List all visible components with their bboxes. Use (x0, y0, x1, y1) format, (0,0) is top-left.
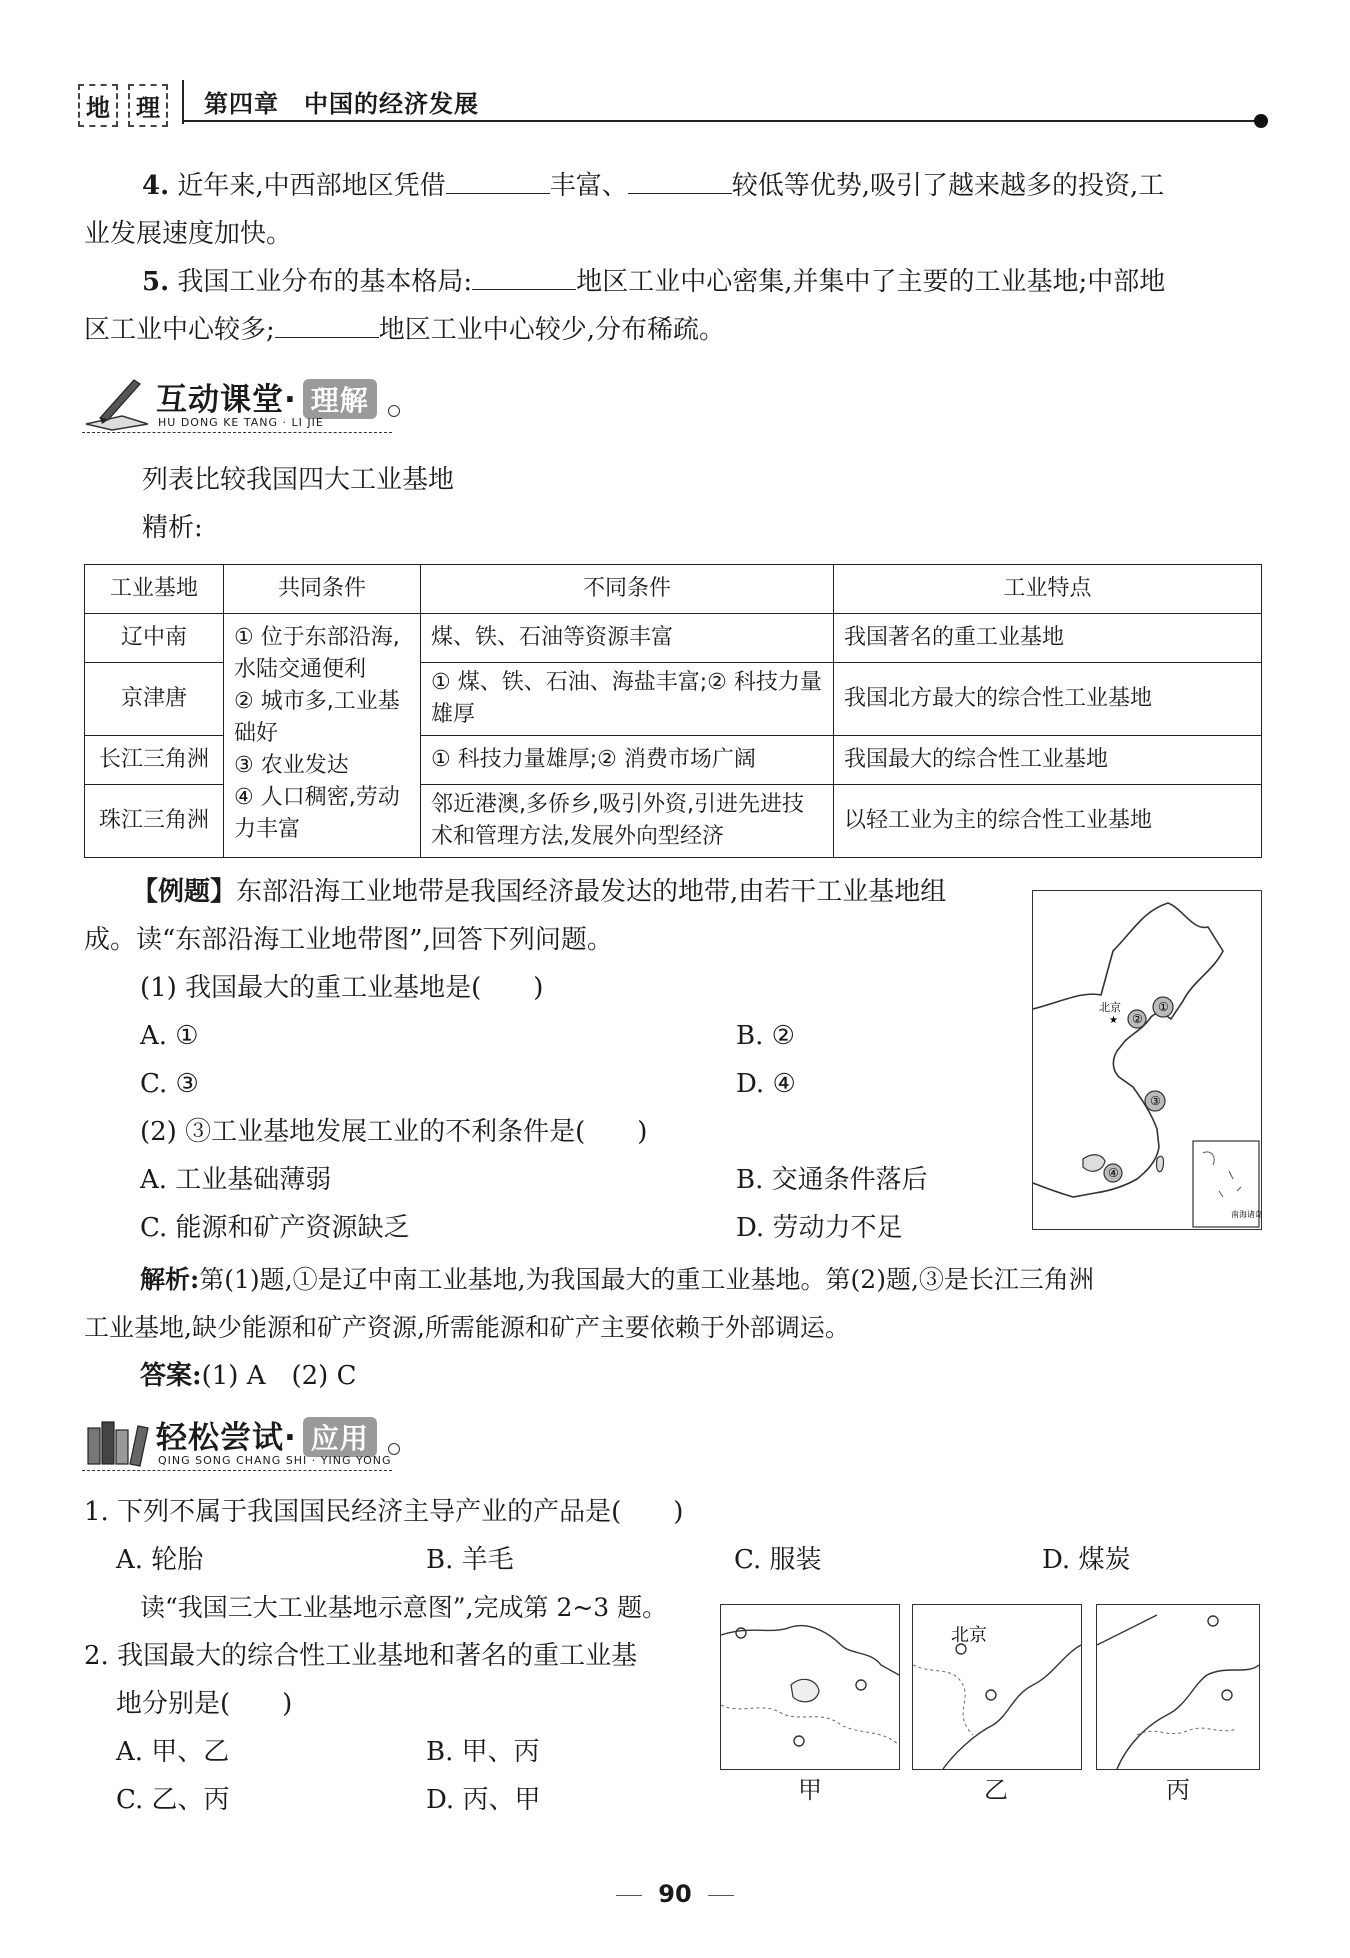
table-cell: 珠江三角洲 (85, 785, 224, 858)
east-coast-industrial-map (1032, 890, 1262, 1230)
option[interactable]: A. ① (140, 1021, 199, 1051)
inset-label: 南海诸岛 (1231, 1210, 1261, 1219)
question-4 (84, 162, 1264, 258)
table-header: 共同条件 (224, 565, 421, 614)
table-cell: 京津唐 (85, 663, 224, 736)
page-dash (708, 1895, 734, 1896)
common-condition: ② 城市多,工业基础好 (234, 689, 400, 746)
subject-char: 地 (78, 84, 118, 127)
question-5 (84, 258, 1264, 354)
option[interactable]: B. 甲、丙 (426, 1737, 540, 1767)
analysis-heading: 精析: (142, 513, 203, 543)
practice-q1: 1. 下列不属于我国国民经济主导产业的产品是( ) (84, 1497, 684, 1527)
example-text: 成。读“东部沿海工业地带图”,回答下列问题。 (84, 925, 613, 955)
option[interactable]: C. ③ (140, 1069, 199, 1099)
question-text: 地区工业中心密集,并集中了主要的工业基地;中部地 (576, 267, 1166, 297)
banner-circle (388, 1443, 400, 1455)
subject-label (78, 84, 168, 127)
question-text: 丰富、 (549, 171, 628, 201)
map-city-label: 北京 (951, 1625, 987, 1646)
map-marker-1: ① (1158, 1000, 1169, 1014)
pen-book-icon (82, 372, 152, 432)
option[interactable]: B. 交通条件落后 (736, 1165, 928, 1195)
section-title: 轻松尝试· 应用 (156, 1412, 377, 1457)
practice-q2 (84, 1632, 637, 1728)
answer-value: (1) A (2) C (201, 1361, 357, 1391)
subject-char: 理 (128, 84, 168, 127)
option[interactable]: D. ④ (736, 1069, 796, 1099)
section-tag: 理解 (303, 379, 377, 419)
map-bing (1096, 1604, 1260, 1770)
table-row (85, 614, 1262, 663)
banner-circle (388, 405, 400, 417)
table-cell: 我国最大的综合性工业基地 (834, 736, 1262, 785)
answer-blank[interactable] (275, 307, 379, 338)
industrial-base-table (84, 564, 1262, 858)
section-pinyin: QING SONG CHANG SHI · YING YONG (158, 1454, 392, 1467)
question-text: 2. 我国最大的综合性工业基地和著名的重工业基 (84, 1641, 638, 1671)
section-title: 互动课堂· 理解 (156, 374, 377, 419)
analysis-text: 第(1)题,①是辽中南工业基地,为我国最大的重工业基地。第(2)题,③是长江三角洲 (199, 1265, 1094, 1294)
table-cell: 我国北方最大的综合性工业基地 (834, 663, 1262, 736)
common-condition: ① 位于东部沿海,水陆交通便利 (234, 625, 400, 682)
option[interactable]: A. 甲、乙 (116, 1737, 230, 1767)
option[interactable]: B. 羊毛 (426, 1545, 514, 1575)
header-rule-dot (1254, 114, 1268, 128)
example-analysis (84, 1256, 1264, 1352)
page-number: 90 (0, 1880, 1350, 1908)
chapter-title: 第四章 中国的经济发展 (204, 89, 479, 118)
question-text: 我国工业分布的基本格局: (177, 267, 473, 297)
example-text: 东部沿海工业地带是我国经济最发达的地带,由若干工业基地组 (236, 877, 947, 907)
question-text: 较低等优势,吸引了越来越多的投资,工 (731, 171, 1165, 201)
map-caption: 甲 (798, 1776, 822, 1804)
books-icon (82, 1410, 152, 1470)
question-text: 地区工业中心较少,分布稀疏。 (378, 315, 726, 345)
table-header: 不同条件 (421, 565, 834, 614)
example-q1: (1) 我国最大的重工业基地是( ) (140, 973, 544, 1003)
table-cell: ① 煤、铁、石油、海盐丰富;② 科技力量雄厚 (421, 663, 834, 736)
option[interactable]: D. 劳动力不足 (736, 1213, 903, 1243)
table-cell: 长江三角洲 (85, 736, 224, 785)
answer-label: 答案: (140, 1361, 202, 1391)
question-text: 地分别是( ) (116, 1689, 293, 1719)
option[interactable]: C. 能源和矿产资源缺乏 (140, 1213, 410, 1243)
map-marker-4: ④ (1108, 1166, 1119, 1180)
map-caption: 丙 (1166, 1776, 1190, 1804)
map-marker-3: ③ (1150, 1094, 1161, 1108)
question-text: 业发展速度加快。 (84, 219, 293, 249)
common-condition: ④ 人口稠密,劳动力丰富 (234, 785, 400, 842)
table-header: 工业特点 (834, 565, 1262, 614)
analysis-text: 工业基地,缺少能源和矿产资源,所需能源和矿产主要依赖于外部调运。 (84, 1313, 850, 1342)
example-stem (84, 868, 1024, 964)
header-rule (182, 120, 1262, 122)
option[interactable]: C. 乙、丙 (116, 1785, 230, 1815)
table-cell: 煤、铁、石油等资源丰富 (421, 614, 834, 663)
section-pinyin: HU DONG KE TANG · LI JIE (158, 416, 324, 429)
common-conditions-cell (224, 614, 421, 858)
coastline-map (1033, 891, 1261, 1229)
question-number: 5. (142, 267, 170, 297)
analysis-label: 解析: (140, 1265, 200, 1294)
table-cell: 辽中南 (85, 614, 224, 663)
read-instruction: 读“我国三大工业基地示意图”,完成第 2~3 题。 (140, 1593, 668, 1622)
question-number: 4. (142, 171, 170, 201)
map-city-label: 北京 (1099, 1001, 1121, 1014)
page-dash (616, 1895, 642, 1896)
map-caption: 乙 (984, 1776, 1008, 1804)
option[interactable]: A. 轮胎 (116, 1545, 204, 1575)
table-cell: 以轻工业为主的综合性工业基地 (834, 785, 1262, 858)
map-jia (720, 1604, 900, 1770)
common-condition: ③ 农业发达 (234, 753, 349, 778)
topic-heading: 列表比较我国四大工业基地 (142, 465, 455, 495)
section-tag: 应用 (303, 1417, 377, 1457)
banner-underline (82, 432, 392, 433)
map-yi (912, 1604, 1082, 1770)
option[interactable]: C. 服装 (734, 1545, 822, 1575)
question-text: 近年来,中西部地区凭借 (177, 171, 446, 201)
table-cell: ① 科技力量雄厚;② 消费市场广阔 (421, 736, 834, 785)
header-divider (182, 80, 184, 124)
answer-blank[interactable] (628, 163, 732, 194)
option[interactable]: D. 煤炭 (1042, 1545, 1131, 1575)
table-cell: 邻近港澳,多侨乡,吸引外资,引进先进技术和管理方法,发展外向型经济 (421, 785, 834, 858)
banner-underline (82, 1470, 392, 1471)
answer-blank[interactable] (446, 163, 550, 194)
capital-star-icon: ★ (1109, 1015, 1118, 1026)
option[interactable]: D. 丙、甲 (426, 1785, 541, 1815)
example-tag: 【例题】 (132, 877, 237, 907)
option[interactable]: A. 工业基础薄弱 (140, 1165, 332, 1195)
question-text: 区工业中心较多; (84, 315, 275, 345)
table-header-row (85, 565, 1262, 614)
example-q2: (2) ③工业基地发展工业的不利条件是( ) (140, 1117, 648, 1147)
table-header: 工业基地 (85, 565, 224, 614)
table-cell: 我国著名的重工业基地 (834, 614, 1262, 663)
answer-blank[interactable] (472, 259, 576, 290)
map-marker-2: ② (1132, 1012, 1143, 1026)
example-answer (140, 1352, 356, 1400)
option[interactable]: B. ② (736, 1021, 795, 1051)
